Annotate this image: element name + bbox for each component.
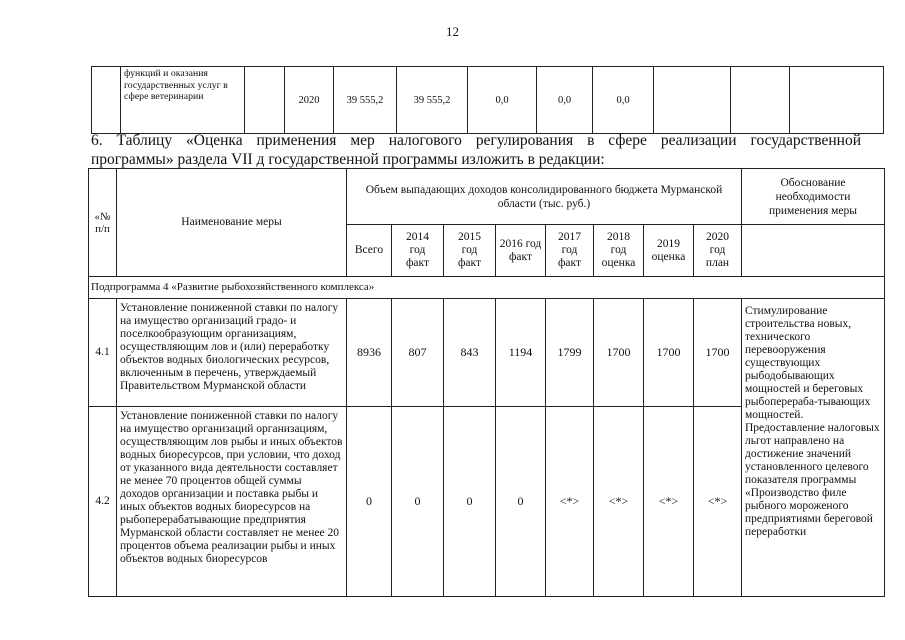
value-cell: 1799 <box>546 299 594 407</box>
paragraph-line-2: программы» раздела VII д государственной программы изложить в редакции: <box>91 151 605 168</box>
col-header: 2016 год факт <box>496 225 546 277</box>
measure-name: Установление пониженной ставки по налогу на имущество организаций градо- и поселкообразующим организациям, осуществляющим лов и (или) переработку объектов водных биологических ресурсов, включенным в перечень, утверждаемый Правительством Мурманской области <box>117 299 347 407</box>
value-cell: 0 <box>392 407 444 597</box>
row-number: 4.1 <box>89 299 117 407</box>
value-cell: 0 <box>347 407 392 597</box>
value-cell: 0,0 <box>468 67 537 134</box>
col-header: 2019 оценка <box>644 225 694 277</box>
year-cell: 2020 <box>285 67 334 134</box>
col-header: Всего <box>347 225 392 277</box>
value-cell: <*> <box>644 407 694 597</box>
table-row <box>92 67 884 134</box>
value-cell: <*> <box>694 407 742 597</box>
table-row <box>89 299 885 407</box>
value-cell: <*> <box>546 407 594 597</box>
value-cell: 807 <box>392 299 444 407</box>
value-cell: 0 <box>496 407 546 597</box>
header-justification: Обоснование необходимости применения меры <box>742 169 885 225</box>
row-number: 4.2 <box>89 407 117 597</box>
header-number: «№ п/п <box>89 169 117 277</box>
value-cell: 1700 <box>694 299 742 407</box>
subprogram-row <box>89 277 885 299</box>
value-cell: 1700 <box>644 299 694 407</box>
col-header: 2020 год план <box>694 225 742 277</box>
measure-name: Установление пониженной ставки по налогу на имущество организаций организациям, осуществляющим лов рыбы и иных объектов водных биоресурсов, при условии, что доход от указанного вида деятельности составляет не менее 70 процентов общей суммы доходов организации и поставка рыбы и иных объектов водных биоресурсов на рыбоперерабатывающие предприятия Мурманской области составляет не менее 20 процентов объема реализации рыбы и иных объектов водных биоресурсов <box>117 407 347 597</box>
value-cell: 843 <box>444 299 496 407</box>
col-header: 2018 год оценка <box>594 225 644 277</box>
justification-text: Стимулирование строительства новых, технического перевооружения существующих рыбодобывающих мощностей и береговых рыбоперераба-тывающих мощностей. Предоставление налоговых льгот направлено на достижение значений установленного целевого показателя программы «Производство филе рыбного мороженого предприятиями береговой переработки <box>742 299 885 597</box>
value-cell: 1194 <box>496 299 546 407</box>
table-header-row <box>89 169 885 225</box>
previous-table-fragment <box>91 66 884 134</box>
col-header: 2015 год факт <box>444 225 496 277</box>
value-cell: 39 555,2 <box>397 67 468 134</box>
header-revenue-volume: Объем выпадающих доходов консолидированного бюджета Мурманской области (тыс. руб.) <box>347 169 742 225</box>
value-cell: 8936 <box>347 299 392 407</box>
header-measure-name: Наименование меры <box>117 169 347 277</box>
col-header: 2014 год факт <box>392 225 444 277</box>
value-cell: 0,0 <box>537 67 593 134</box>
value-cell: 0,0 <box>593 67 654 134</box>
value-cell: 39 555,2 <box>334 67 397 134</box>
col-header: 2017 год факт <box>546 225 594 277</box>
page-number: 12 <box>446 24 459 39</box>
paragraph-line-1: 6. Таблицу «Оценка применения мер налогового регулирования в сфере реализации государственной <box>91 132 861 149</box>
value-cell: 0 <box>444 407 496 597</box>
value-cell: <*> <box>594 407 644 597</box>
tax-measures-table <box>88 168 885 597</box>
value-cell: 1700 <box>594 299 644 407</box>
subprogram-title: Подпрограмма 4 «Развитие рыбохозяйственного комплекса» <box>89 277 885 299</box>
measure-name-cell: функций и оказания государственных услуг в сфере ветеринарии <box>121 67 245 134</box>
